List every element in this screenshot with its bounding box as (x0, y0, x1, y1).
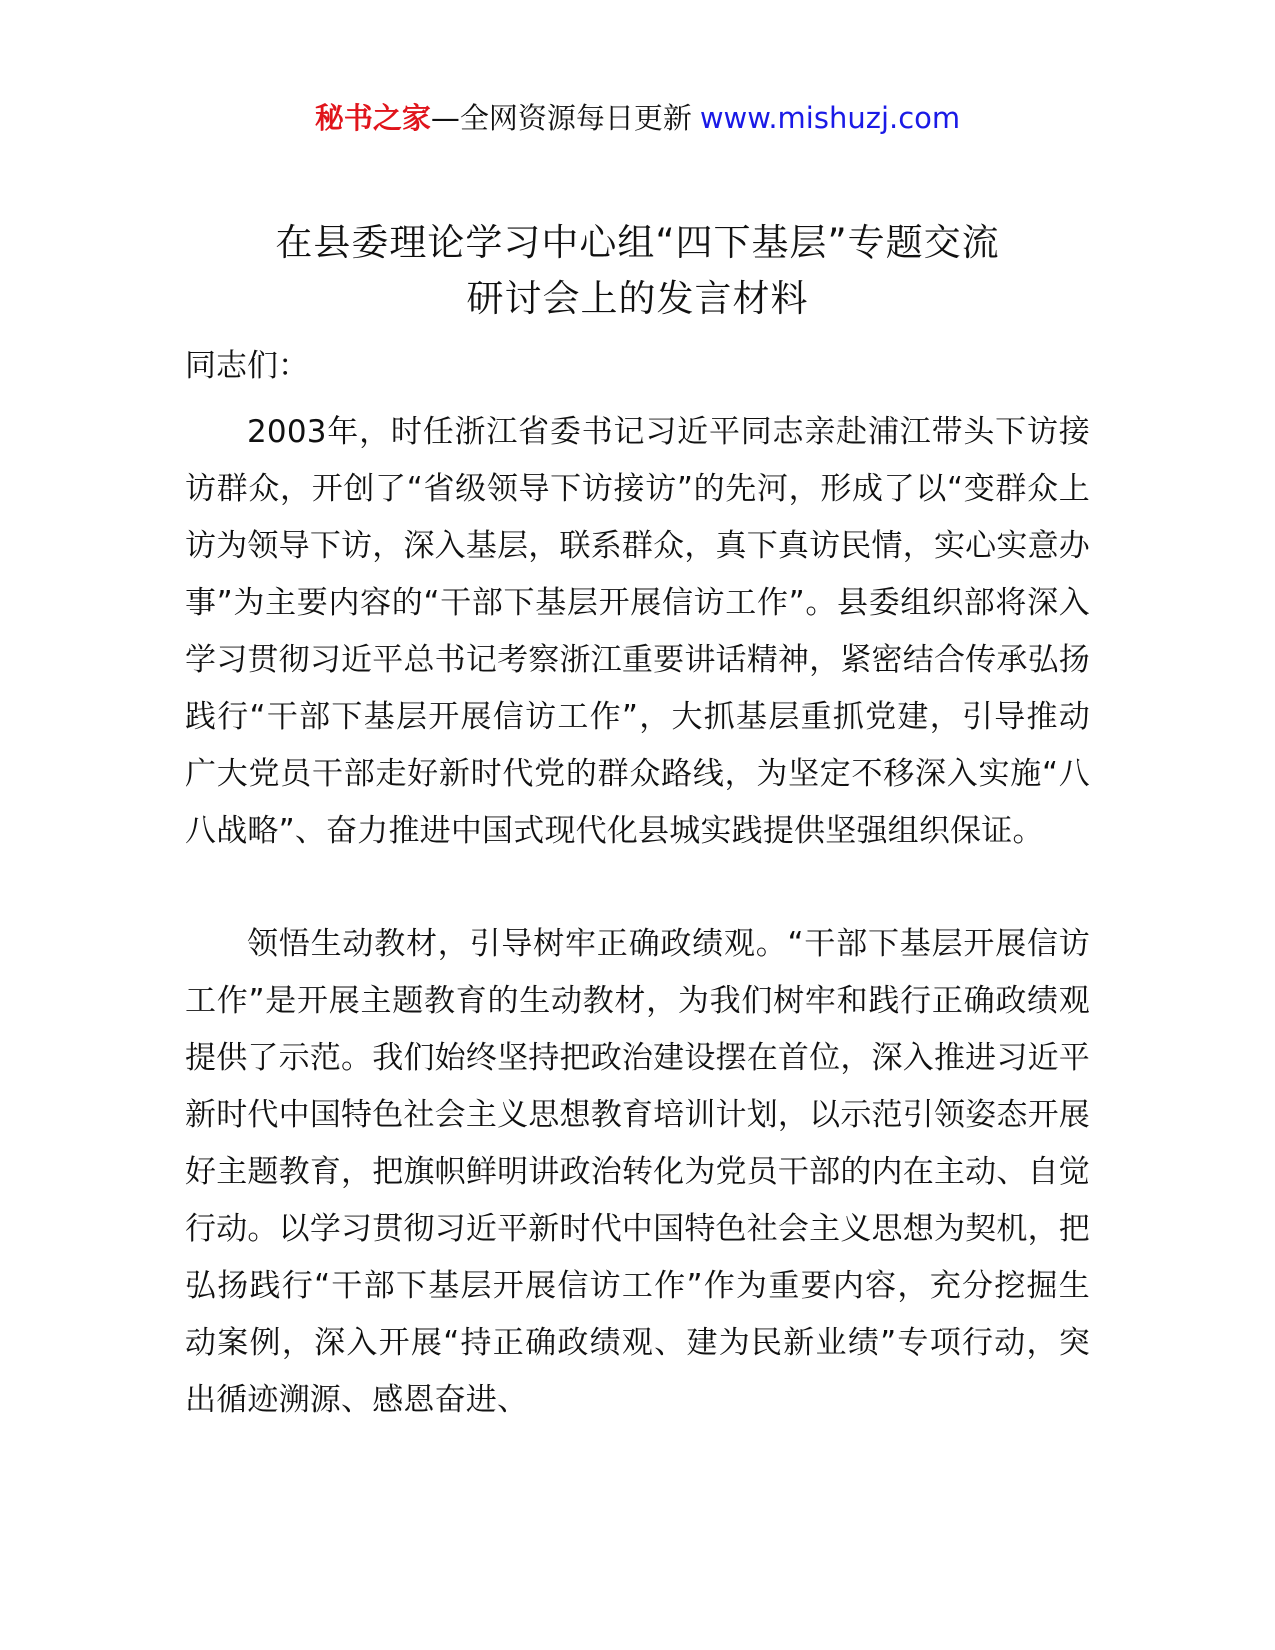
salutation: 同志们： (185, 348, 309, 384)
site-header-banner (0, 98, 1275, 138)
body-paragraph-2: 领悟生动教材，引导树牢正确政绩观。“干部下基层开展信访工作”是开展主题教育的生动教材，为我们树牢和践行正确政绩观提供了示范。我们始终坚持把政治建设摆在首位，深入推进习近平新时代中国特色社会主义思想教育培训计划，以示范引领姿态开展好主题教育，把旗帜鲜明讲政治转化为党员干部的内在主动、自觉行动。以学习贯彻习近平新时代中国特色社会主义思想为契机，把弘扬践行“干部下基层开展信访工作”作为重要内容，充分挖掘生动案例，深入开展“持正确政绩观、建为民新业绩”专项行动，突出循迹溯源、感恩奋进、 (185, 926, 1090, 1418)
header-tagline: —全网资源每日更新 (430, 101, 692, 135)
site-url-link[interactable]: www.mishuzj.com (699, 101, 961, 135)
brand-name: 秘书之家 (314, 101, 431, 135)
body-paragraph-1: 2003年，时任浙江省委书记习近平同志亲赴浦江带头下访接访群众，开创了“省级领导下访接访”的先河，形成了以“变群众上访为领导下访，深入基层，联系群众，真下真访民情，实心实意办事”为主要内容的“干部下基层开展信访工作”。县委组织部将深入学习贯彻习近平总书记考察浙江重要讲话精神，紧密结合传承弘扬践行“干部下基层开展信访工作”，大抓基层重抓党建，引导推动广大党员干部走好新时代党的群众路线，为坚定不移深入实施“八八战略”、奋力推进中国式现代化县城实践提供坚强组织保证。 (185, 414, 1090, 849)
title-line-1: 在县委理论学习中心组“四下基层”专题交流 (275, 221, 1000, 264)
title-line-2: 研讨会上的发言材料 (466, 277, 809, 320)
document-title (140, 215, 1135, 327)
